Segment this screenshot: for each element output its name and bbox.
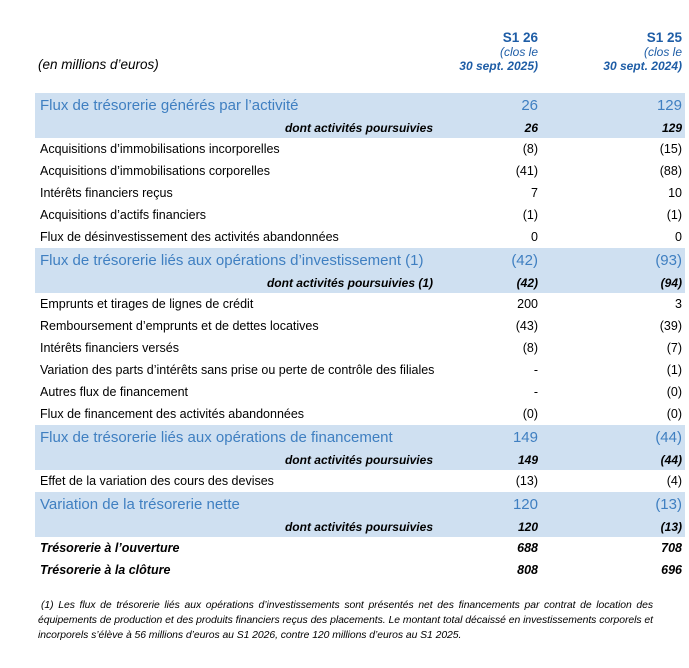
- value-s1-25: (44): [660, 452, 682, 467]
- row-label: Variation des parts d’intérêts sans prise ou perte de contrôle des filiales: [40, 363, 435, 377]
- value-s1-25: (39): [659, 319, 682, 333]
- unit-label: (en millions d’euros): [38, 57, 159, 72]
- table-row: [35, 470, 685, 492]
- value-s1-26: (0): [522, 407, 538, 421]
- value-s1-26: -: [533, 385, 538, 399]
- row-label: Acquisitions d’actifs financiers: [40, 208, 207, 222]
- table-row: [35, 182, 685, 204]
- row-label: Autres flux de financement: [40, 385, 188, 399]
- table-row: [35, 403, 685, 425]
- table-row: [35, 516, 685, 537]
- value-s1-25: (4): [666, 474, 682, 488]
- period-label: S1 26: [502, 30, 538, 45]
- value-s1-25: (1): [666, 363, 682, 377]
- value-s1-26: 808: [517, 563, 538, 577]
- row-label: Trésorerie à l’ouverture: [40, 541, 180, 555]
- value-s1-25: 129: [661, 120, 682, 135]
- value-s1-26: (42): [516, 275, 538, 290]
- value-s1-26: 7: [531, 186, 538, 200]
- row-label: Flux de trésorerie liés aux opérations de financement: [40, 428, 393, 446]
- value-s1-25: 696: [661, 563, 682, 577]
- close-date: 30 sept. 2025): [459, 59, 538, 73]
- row-label: Flux de trésorerie générés par l’activité: [40, 96, 299, 114]
- value-s1-25: (94): [660, 275, 682, 290]
- row-label: Intérêts financiers reçus: [40, 186, 173, 200]
- table-row: [35, 537, 685, 559]
- row-label: Trésorerie à la clôture: [40, 563, 171, 577]
- table-header: [0, 0, 689, 73]
- value-s1-26: -: [533, 363, 538, 377]
- table-row: [35, 359, 685, 381]
- row-label: dont activités poursuivies: [284, 452, 433, 467]
- row-label: Remboursement d’emprunts et de dettes locatives: [40, 319, 319, 333]
- value-s1-25: (13): [655, 495, 682, 513]
- close-date: 30 sept. 2024): [603, 59, 682, 73]
- table-row: [35, 204, 685, 226]
- row-label: Emprunts et tirages de lignes de crédit: [40, 297, 254, 311]
- footnote: (1) Les flux de trésorerie liés aux opérations d’investissements sont présentés net des financements par contrat de location des équipements de production et des produits financiers reçus des placements. Le montant total décaissé en investissements corporels et incorporels s’élève à 56 millions d’euros au S1 2026, contre 120 millions d’euros au S1 2025.: [38, 600, 653, 641]
- value-s1-26: (41): [515, 164, 538, 178]
- table-row: [35, 272, 685, 293]
- column-header-s1-26: [445, 30, 545, 73]
- value-s1-26: (43): [515, 319, 538, 333]
- value-s1-25: (13): [660, 519, 682, 534]
- value-s1-25: 10: [668, 186, 682, 200]
- table-row: [35, 160, 685, 182]
- cashflow-table: [35, 93, 685, 581]
- table-row: [35, 93, 685, 117]
- period-column-headers: [445, 30, 685, 73]
- column-header-s1-25: [545, 30, 685, 73]
- value-s1-26: (8): [522, 142, 538, 156]
- value-s1-25: 0: [675, 230, 682, 244]
- table-row: [35, 248, 685, 272]
- row-label: Flux de trésorerie liés aux opérations d’investissement (1): [40, 251, 424, 269]
- table-row: [35, 337, 685, 359]
- value-s1-26: 149: [512, 428, 538, 446]
- row-label: Flux de désinvestissement des activités abandonnées: [40, 230, 339, 244]
- value-s1-26: 688: [517, 541, 538, 555]
- value-s1-25: 129: [656, 96, 682, 114]
- row-label: dont activités poursuivies: [284, 519, 433, 534]
- value-s1-25: (0): [666, 407, 682, 421]
- value-s1-26: 26: [524, 120, 538, 135]
- close-prefix: (clos le: [499, 45, 538, 59]
- value-s1-25: (1): [666, 208, 682, 222]
- table-row: [35, 117, 685, 138]
- table-row: [35, 293, 685, 315]
- value-s1-26: (13): [515, 474, 538, 488]
- value-s1-25: (93): [655, 251, 682, 269]
- row-label: Flux de financement des activités abandonnées: [40, 407, 305, 421]
- row-label: Variation de la trésorerie nette: [40, 495, 240, 513]
- value-s1-26: (42): [511, 251, 538, 269]
- value-s1-26: 26: [521, 96, 538, 114]
- value-s1-26: (8): [522, 341, 538, 355]
- value-s1-26: 149: [517, 452, 538, 467]
- table-row: [35, 226, 685, 248]
- table-row: [35, 138, 685, 160]
- table-row: [35, 381, 685, 403]
- period-label: S1 25: [646, 30, 682, 45]
- value-s1-25: (44): [655, 428, 682, 446]
- table-row: [35, 315, 685, 337]
- row-label: dont activités poursuivies: [284, 120, 433, 135]
- value-s1-25: 708: [661, 541, 682, 555]
- close-prefix: (clos le: [643, 45, 682, 59]
- value-s1-25: (88): [659, 164, 682, 178]
- table-row: [35, 559, 685, 581]
- value-s1-25: (15): [659, 142, 682, 156]
- value-s1-25: (0): [666, 385, 682, 399]
- value-s1-25: (7): [666, 341, 682, 355]
- table-row: [35, 425, 685, 449]
- value-s1-26: 120: [517, 519, 538, 534]
- table-row: [35, 492, 685, 516]
- value-s1-25: 3: [675, 297, 682, 311]
- row-label: Intérêts financiers versés: [40, 341, 179, 355]
- value-s1-26: (1): [522, 208, 538, 222]
- row-label: Acquisitions d’immobilisations incorporelles: [40, 142, 280, 156]
- value-s1-26: 0: [531, 230, 538, 244]
- row-label: Acquisitions d’immobilisations corporelles: [40, 164, 270, 178]
- row-label: Effet de la variation des cours des devises: [40, 474, 274, 488]
- value-s1-26: 120: [512, 495, 538, 513]
- value-s1-26: 200: [517, 297, 538, 311]
- row-label: dont activités poursuivies (1): [266, 275, 433, 290]
- table-row: [35, 449, 685, 470]
